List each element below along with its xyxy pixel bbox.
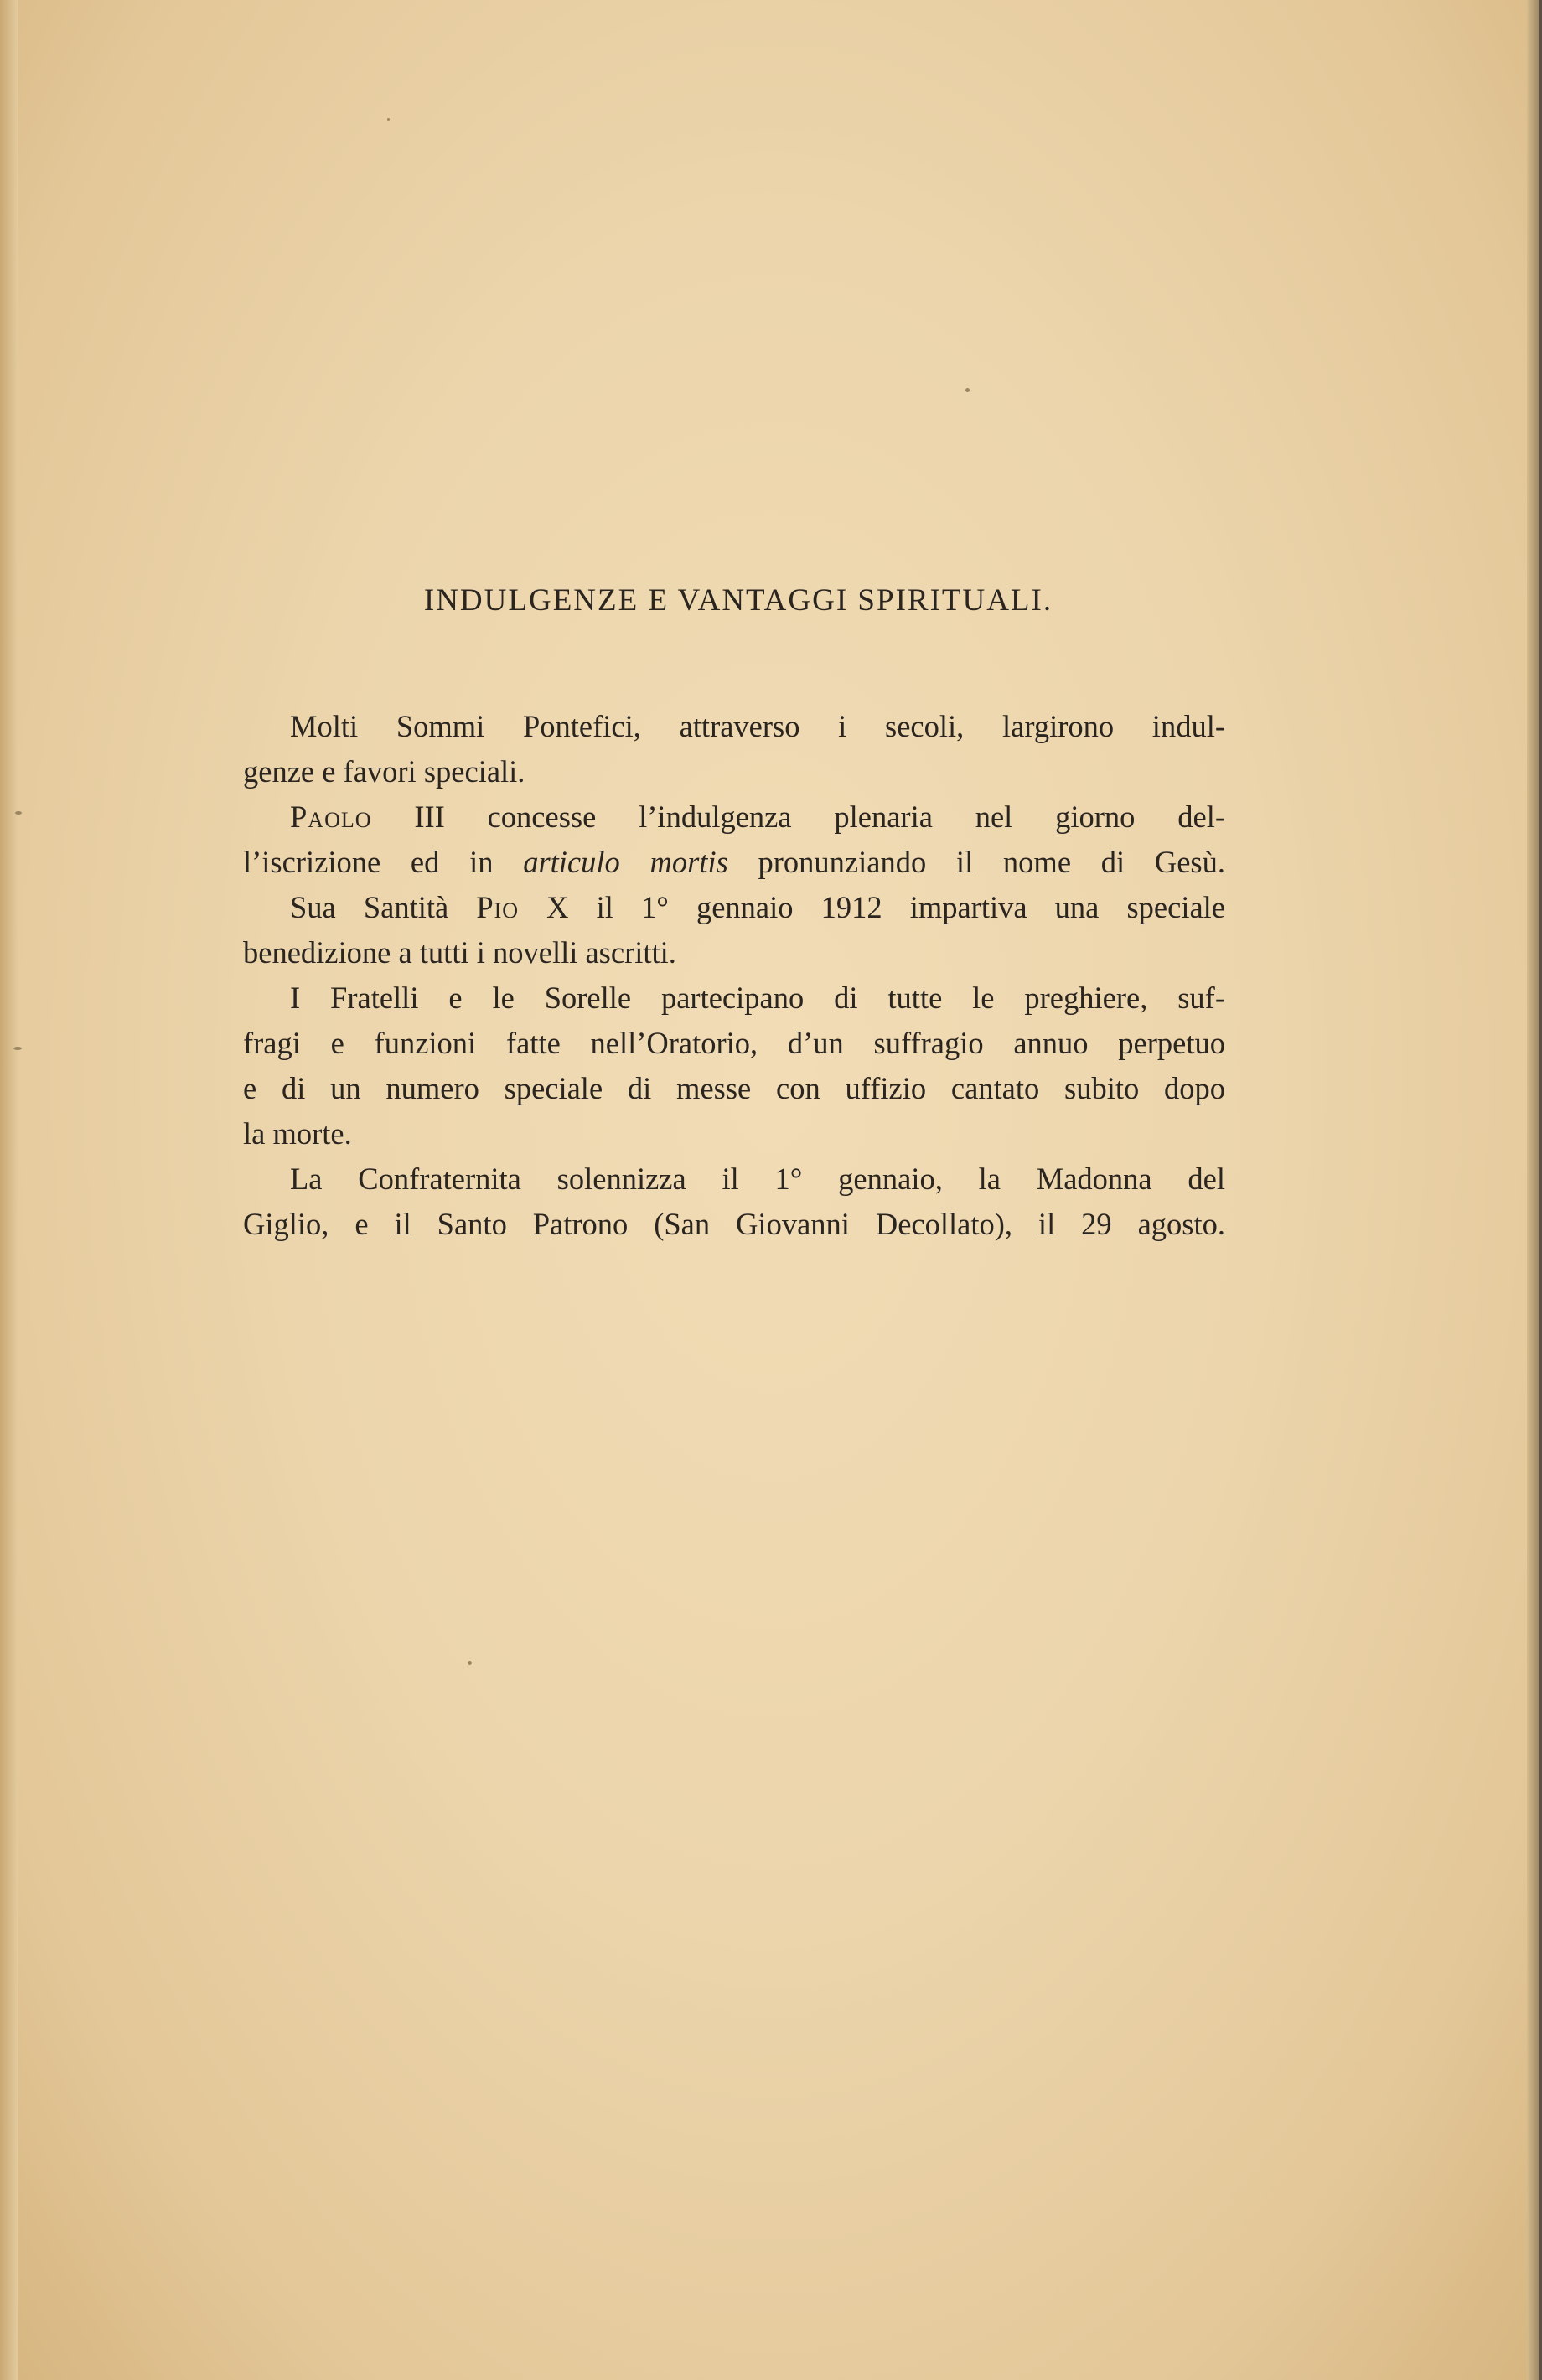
name-pio: Pio — [476, 890, 520, 924]
name-paolo: Paolo — [290, 799, 372, 834]
text-line: La Confraternita solennizza il 1° gennaio, la Madonna del — [290, 1162, 1225, 1196]
paper-speck — [965, 388, 970, 392]
text-line — [243, 794, 1225, 840]
paper-speck — [15, 811, 22, 815]
text-line: genze e favori speciali. — [243, 754, 525, 789]
text-run: X il 1° gennaio 1912 impartiva una speciale — [519, 890, 1225, 924]
page-right-rim — [1539, 0, 1542, 2380]
text-line — [243, 840, 1225, 885]
paper-speck — [468, 1661, 472, 1665]
paragraph-2 — [243, 794, 1225, 885]
paragraph-4 — [243, 975, 1225, 1156]
text-line: la morte. — [243, 1116, 352, 1151]
text-line: e di un numero speciale di messe con uffizio cantato subito dopo — [243, 1071, 1225, 1105]
page-heading: INDULGENZE E VANTAGGI SPIRITUALI. — [423, 583, 1053, 618]
paragraph-5 — [243, 1156, 1225, 1247]
text-line: I Fratelli e le Sorelle partecipano di tutte le preghiere, suf- — [290, 980, 1225, 1015]
paper-speck — [387, 118, 390, 121]
text-run: l’iscrizione ed in — [243, 845, 524, 879]
page-left-edge — [0, 0, 18, 2380]
text-line: Giglio, e il Santo Patrono (San Giovanni Decollato), il 29 agosto. — [243, 1207, 1225, 1241]
paragraph-1 — [243, 704, 1225, 794]
text-run: III concesse l’indulgenza plenaria nel giorno del- — [371, 799, 1225, 834]
latin-phrase: articulo mortis — [523, 845, 728, 879]
text-line — [243, 885, 1225, 930]
text-run: pronunziando il nome di Gesù. — [727, 845, 1225, 879]
paper-speck — [13, 1047, 22, 1050]
paragraph-3 — [243, 885, 1225, 975]
text-block — [243, 578, 1225, 1247]
text-line: benedizione a tutti i novelli ascritti. — [243, 935, 676, 970]
text-run: Sua Santità — [290, 890, 477, 924]
text-line: Molti Sommi Pontefici, attraverso i secoli, largirono indul- — [290, 709, 1225, 743]
text-line: fragi e funzioni fatte nell’Oratorio, d’un suffragio annuo perpetuo — [243, 1026, 1225, 1060]
